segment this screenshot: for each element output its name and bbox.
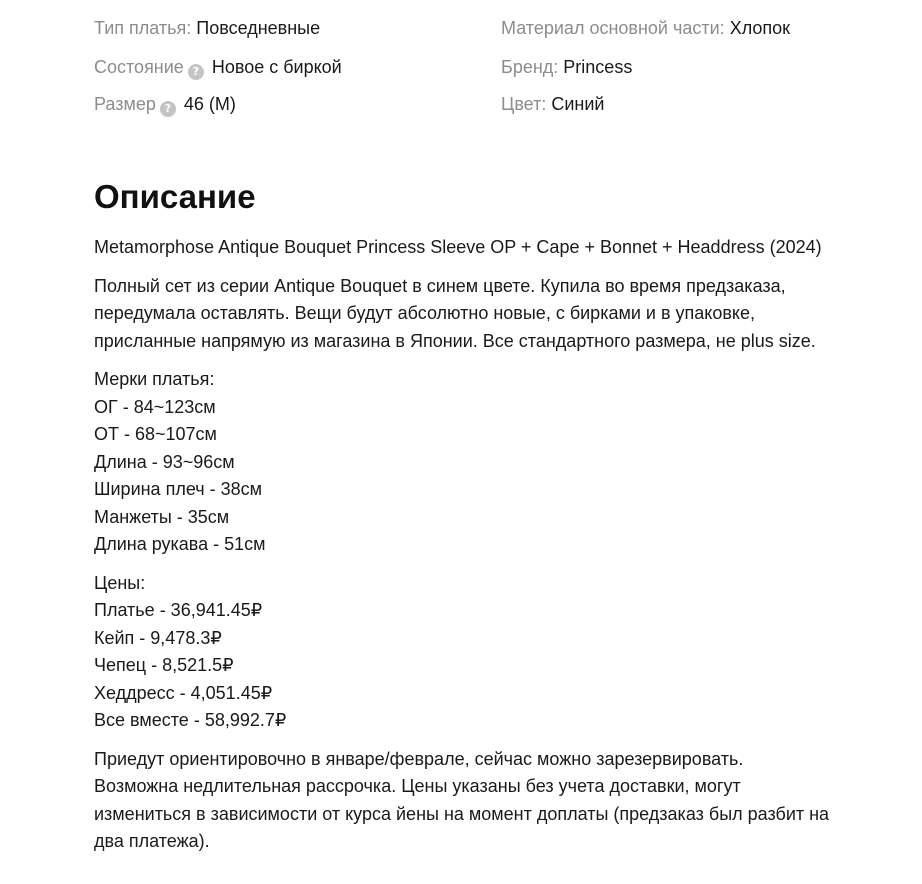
description-body (94, 234, 894, 867)
spec-label: Размер (94, 94, 156, 114)
description-title: Описание (94, 178, 256, 215)
spec-value: Новое с биркой (211, 57, 342, 77)
prices-title: Цены: (94, 572, 146, 593)
text-line: Приедут ориентировочно в январе/феврале, сейчас можно зарезервировать. (94, 748, 744, 769)
measurement-item: Длина рукава - 51см (94, 534, 266, 554)
price-item: Кейп - 9,478.3₽ (94, 627, 222, 648)
prices-paragraph (94, 570, 894, 735)
spec-label: Бренд: (501, 57, 559, 77)
measurement-item: Ширина плеч - 38см (94, 479, 263, 499)
measurements-paragraph (94, 366, 894, 559)
measurement-item: ОГ - 84~123см (94, 396, 216, 417)
text-line: измениться в зависимости от курса йены на момент доплаты (предзаказ был разбит на (94, 803, 830, 824)
text-line: присланные напрямую из магазина в Японии. Все стандартного размера, не plus size. (94, 330, 816, 351)
price-item: Хеддресс - 4,051.45₽ (94, 682, 273, 703)
spec-size (94, 90, 236, 118)
spec-value: Princess (563, 57, 633, 77)
spec-label: Материал основной части: (501, 18, 725, 38)
measurements-title: Мерки платья: (94, 369, 215, 389)
text-line: два платежа). (94, 831, 210, 851)
price-item: Платье - 36,941.45₽ (94, 600, 263, 620)
spec-value: 46 (M) (183, 94, 236, 114)
spec-material (501, 14, 790, 42)
product-line (94, 234, 894, 262)
measurement-item: Длина - 93~96см (94, 451, 235, 472)
text-line: Возможна недлительная рассрочка. Цены указаны без учета доставки, могут (94, 776, 741, 796)
price-item: Чепец - 8,521.5₽ (94, 655, 234, 675)
intro-paragraph (94, 273, 894, 356)
text-line: Metamorphose Antique Bouquet Princess Sleeve OP + Cape + Bonnet + Headdress (2024) (94, 237, 822, 257)
spec-condition (94, 53, 342, 81)
spec-label: Тип платья: (94, 18, 192, 38)
help-icon[interactable]: ? (188, 64, 204, 80)
help-icon[interactable]: ? (160, 101, 176, 117)
measurement-item: Манжеты - 35см (94, 506, 230, 527)
text-line: передумала оставлять. Вещи будут абсолютно новые, с бирками и в упаковке, (94, 303, 756, 323)
text-line: Полный сет из серии Antique Bouquet в синем цвете. Купила во время предзаказа, (94, 275, 786, 296)
spec-value: Хлопок (729, 18, 791, 38)
measurement-item: ОТ - 68~107см (94, 424, 217, 444)
spec-value: Синий (551, 94, 605, 114)
outro-paragraph (94, 746, 894, 856)
spec-label: Состояние (94, 57, 184, 77)
spec-color (501, 90, 604, 118)
spec-label: Цвет: (501, 94, 547, 114)
spec-dress-type (94, 14, 320, 42)
price-item: Все вместе - 58,992.7₽ (94, 710, 287, 730)
spec-value: Повседневные (196, 18, 321, 38)
spec-brand (501, 53, 632, 81)
